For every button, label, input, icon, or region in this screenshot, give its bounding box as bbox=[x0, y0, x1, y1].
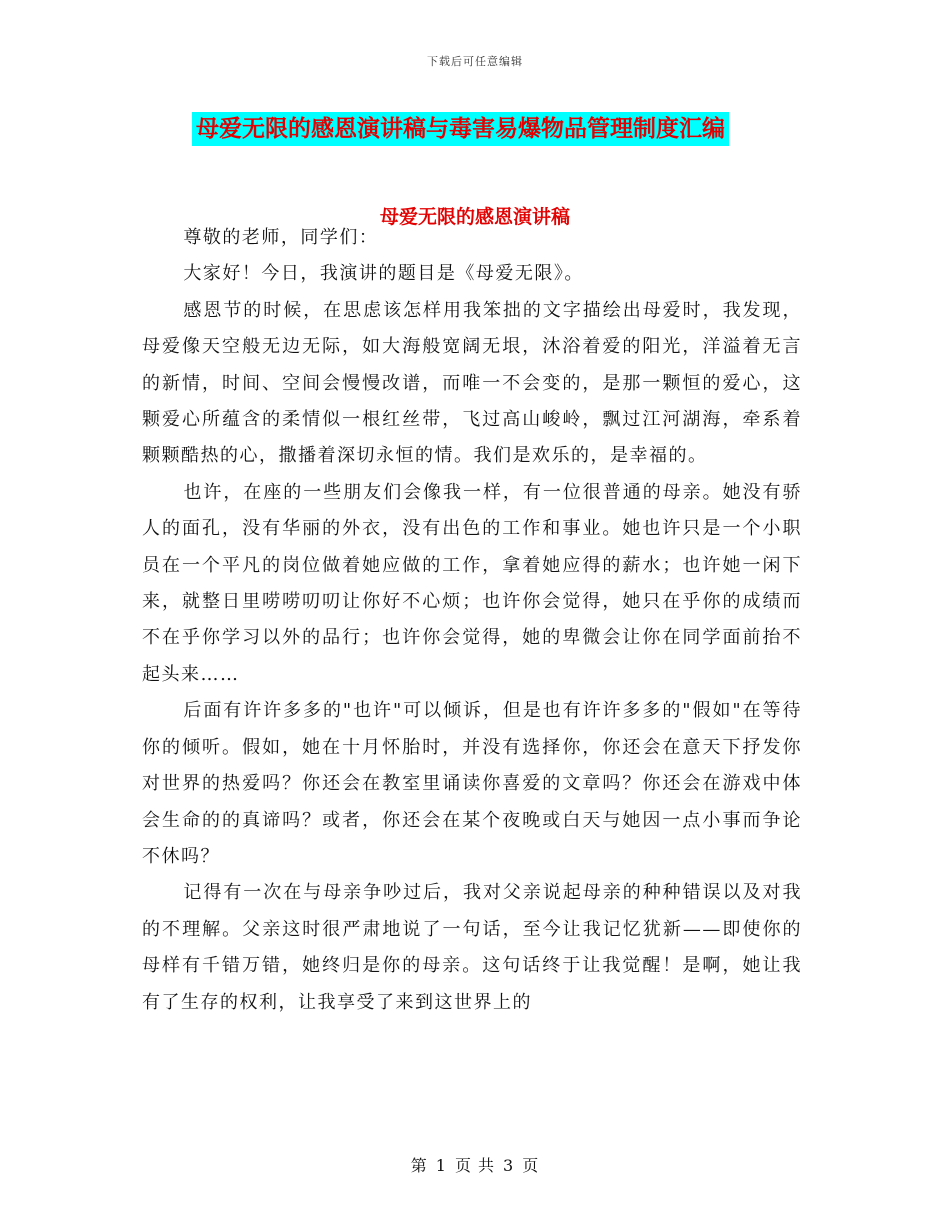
document-body bbox=[142, 220, 802, 1021]
paragraph: 也许，在座的一些朋友们会像我一样，有一位很普通的母亲。她没有骄人的面孔，没有华丽的外衣，没有出色的工作和事业。她也许只是一个小职员在一个平凡的岗位做着她应做的工作，拿着她应得的薪水；也许她一闲下来，就整日里唠唠叨叨让你好不心烦；也许你会觉得，她只在乎你的成绩而不在乎你学习以外的品行；也许你会觉得，她的卑微会让你在同学面前抬不起头来…… bbox=[142, 481, 802, 685]
page-label-mid: 页 共 bbox=[454, 1156, 496, 1175]
paragraph-greeting: 大家好！今日，我演讲的题目是《母爱无限》。 bbox=[183, 263, 584, 285]
section-title: 母爱无限的感恩演讲稿 bbox=[379, 206, 570, 228]
page-label-suffix: 页 bbox=[522, 1156, 540, 1175]
paragraph: 感恩节的时候，在思虑该怎样用我笨拙的文字描绘出母爱时，我发现，母爱像天空般无边无际，如大海般宽阔无垠，沐浴着爱的阳光，洋溢着无言的新情，时间、空间会慢慢改谱，而唯一不会变的，是那一颗恒的爱心，这颗爱心所蕴含的柔情似一根红丝带，飞过高山峻岭，飘过江河湖海，牵系着颗颗酷热的心，撒播着深切永恒的情。我们是欢乐的，是幸福的。 bbox=[142, 299, 802, 467]
paragraph: 后面有许许多多的"也许"可以倾诉，但是也有许许多多的"假如"在等待你的倾听。假如，她在十月怀胎时，并没有选择你，你还会在意天下抒发你对世界的热爱吗？你还会在教室里诵读你喜爱的文章吗？你还会在游戏中体会生命的的真谛吗？或者，你还会在某个夜晚或白天与她因一点小事而争论不休吗？ bbox=[142, 700, 802, 867]
total-pages: 3 bbox=[503, 1156, 515, 1175]
page-number: 1 bbox=[435, 1156, 447, 1175]
paragraph-salutation: 尊敬的老师，同学们： bbox=[183, 227, 379, 248]
page-footer bbox=[0, 1153, 950, 1176]
main-title-highlight bbox=[192, 112, 729, 146]
main-title: 母爱无限的感恩演讲稿与毒害易爆物品管理制度汇编 bbox=[196, 116, 725, 142]
page-label-prefix: 第 bbox=[410, 1156, 428, 1175]
paragraph: 记得有一次在与母亲争吵过后，我对父亲说起母亲的种种错误以及对我的不理解。父亲这时很严肃地说了一句话，至今让我记忆犹新——即使你的母样有千错万错，她终归是你的母亲。这句话终于让我觉醒！是啊，她让我有了生存的权利，让我享受了来到这世界上的 bbox=[142, 882, 802, 1013]
header-note: 下载后可任意编辑 bbox=[427, 55, 523, 68]
